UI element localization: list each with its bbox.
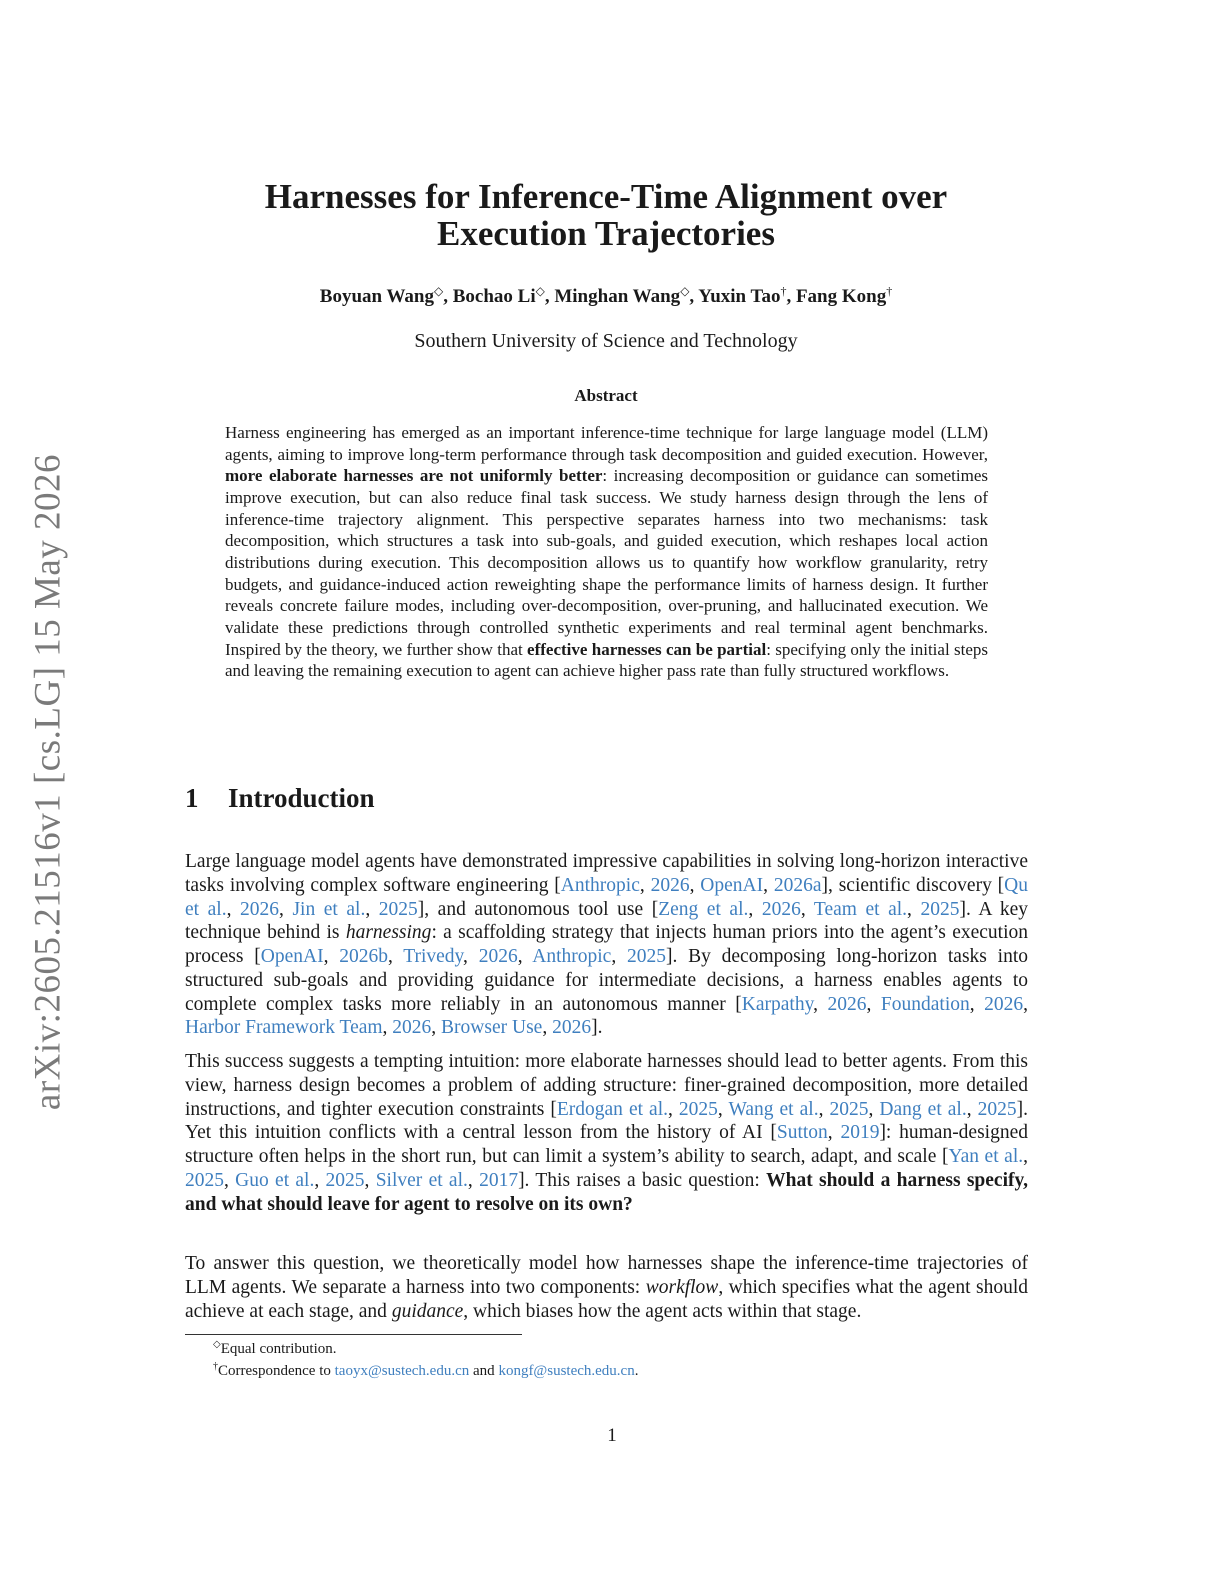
paragraph-text: , [800, 898, 814, 920]
author-list [180, 286, 1032, 308]
citation-link[interactable]: OpenAI [700, 874, 764, 896]
abstract-heading: Abstract [574, 386, 638, 405]
citation-year-link[interactable]: 2025 [626, 946, 666, 967]
email-link[interactable]: taoyx@sustech.edu.cn [334, 1363, 470, 1379]
footnote-mark: † [213, 1361, 218, 1372]
paragraph-text: , [364, 1169, 376, 1191]
paragraph-text: ]. A key technique behind is [185, 898, 1029, 944]
intro-paragraph-2: This success suggests a tempting intuition: more elaborate harnesses should lead to better agents. From this view, harness design becomes a problem of adding structure: finer-grained decomposition, more detailed instructions, and tighter execution constraints [Erdogan et al., 2025, Wang et al., 2025, Dang et al., 2025]. Yet this intuition conflicts with a central lesson from the history of AI [Sutton, 2019]: human-designed structure often helps in the short run, but can limit a system’s ability to search, adapt, and scale [Yan et al., 2025, Guo et al., 2025, Silver et al., 2017]. This raises a basic question: What should a harness specify, and what should leave for agent to resolve on its own? [185, 1051, 1029, 1215]
footnote-text: Equal contribution. [220, 1341, 337, 1357]
author-separator: , [443, 286, 453, 307]
abstract-text: : increasing decomposition or guidance can sometimes improve execution, but can also reduce final task success. We study harness design through the lens of inference-time trajectory alignment. This perspective separates harness into two mechanisms: task decomposition, which structures a task into sub-goals, and guided execution, which reshapes local action distributions during execution. This decomposition allows us to quantify how workflow granularity, retry budgets, and guidance-induced action reweighting shape the performance limits of harness design. It further reveals concrete failure modes, including over-decomposition, over-pruning, and hallucinated execution. We validate these predictions through controlled synthetic experiments and real terminal agent benchmarks. Inspired by the theory, we further show that [225, 466, 988, 659]
section-title: Introduction [228, 783, 375, 813]
title-line-2: Execution Trajectories [437, 214, 775, 253]
intro-paragraph-3 [185, 1252, 1028, 1323]
citation-year-link[interactable]: 2025 [920, 898, 960, 920]
paragraph-text: , [517, 946, 533, 967]
paper-title [180, 178, 1032, 252]
citation-year-link[interactable]: 2017 [479, 1169, 519, 1191]
author-separator: , [689, 286, 699, 307]
emphasis-term: guidance [391, 1300, 464, 1322]
affiliation: Southern University of Science and Technology [414, 330, 798, 352]
section-heading-introduction [185, 783, 375, 814]
citation-year-link[interactable]: 2025 [977, 1098, 1017, 1120]
paragraph-text: ], scientific discovery [ [821, 874, 1005, 896]
paragraph-text: , which biases how the agent acts within that stage. [463, 1300, 862, 1322]
citation-year-link[interactable]: 2025 [325, 1169, 365, 1191]
author-mark: † [886, 284, 893, 298]
citation-link[interactable]: Trivedy [403, 946, 464, 967]
author-mark: ◇ [535, 284, 545, 298]
abstract-body [225, 422, 988, 682]
citation-year-link[interactable]: 2026 [650, 874, 690, 896]
paragraph-text: This success suggests a tempting intuition: more elaborate harnesses should lead to better agents. From this view, harness design becomes a problem of adding structure: finer-grained decomposition, more detailed instructions, and tighter execution constraints [ [185, 1051, 1028, 1120]
paragraph-text: , [431, 1017, 442, 1039]
footnote-equal-contribution [213, 1341, 337, 1358]
citation-year-link[interactable]: 2026a [773, 874, 822, 896]
citation-link[interactable]: Harbor Framework Team [185, 1017, 383, 1039]
citation-link[interactable]: Karpathy [741, 993, 814, 1015]
citation-link[interactable]: Foundation [880, 993, 970, 1015]
citation-link[interactable]: Yan et al. [948, 1146, 1024, 1167]
intro-paragraph-1: Large language model agents have demonstrated impressive capabilities in solving long-horizon interactive tasks involving complex software engineering [Anthropic, 2026, OpenAI, 2026a], scientific discovery [Qu et al., 2026, Jin et al., 2025], and autonomous tool use [Zeng et al., 2026, Team et al., 2025]. A key technique behind is harnessing: a scaffolding strategy that injects human priors into the agent’s execution process [OpenAI, 2026b, Trivedy, 2026, Anthropic, 2025]. By decomposing long-horizon tasks into structured sub-goals and providing guidance for intermediate decisions, a harness enables agents to complete complex tasks more reliably in an autonomous manner [Karpathy, 2026, Foundation, 2026, Harbor Framework Team, 2026, Browser Use, 2026]. [185, 851, 1029, 1039]
emphasis-term: harnessing [345, 922, 432, 944]
author-mark: ◇ [434, 284, 444, 298]
abstract-emphasis: effective harnesses can be partial [527, 639, 767, 659]
citation-link[interactable]: Anthropic [560, 874, 640, 896]
research-question: What should a harness specify, and what should leave for agent to resolve on its own? [185, 1169, 1029, 1215]
citation-year-link[interactable]: 2026 [552, 1017, 592, 1039]
paragraph-text: To answer this question, we theoretically model how harnesses shape the inference-time trajectories of LLM agents. We separate a harness into two components: [185, 1253, 1028, 1298]
citation-year-link[interactable]: 2026 [478, 946, 518, 967]
abstract-text: : specifying only the initial steps and leaving the remaining execution to agent can achieve higher pass rate than fully structured workflows. [225, 639, 988, 681]
paragraph-text: , [868, 1098, 880, 1120]
paragraph-text: ]. [591, 1017, 603, 1039]
author-mark: † [780, 284, 787, 298]
citation-link[interactable]: Erdogan et al. [556, 1098, 669, 1120]
paragraph-text: Large language model agents have demonstrated impressive capabilities in solving long-horizon interactive tasks involving complex software engineering [ [185, 851, 1028, 896]
citation-link[interactable]: Dang et al. [879, 1098, 967, 1120]
paragraph-text: ]. By decomposing long-horizon tasks into structured sub-goals and providing guidance for intermediate decisions, a harness enables agents to complete complex tasks more reliably in an autonomous manner [ [185, 946, 1028, 1015]
author-name: Yuxin Tao [698, 286, 781, 307]
section-number: 1 [185, 783, 199, 813]
citation-link[interactable]: Guo et al. [235, 1169, 315, 1191]
footnote-text: and [469, 1363, 499, 1379]
paragraph-text: : a scaffolding strategy that injects human priors into the agent’s execution process [ [185, 922, 1028, 967]
citation-link[interactable]: Browser Use [441, 1017, 543, 1039]
citation-link[interactable]: Silver et al. [375, 1169, 468, 1191]
paragraph-text: ]. This raises a basic question: [518, 1169, 767, 1191]
footnote-correspondence [213, 1363, 638, 1380]
paragraph-text: , [866, 993, 881, 1015]
paragraph-text: , [1023, 993, 1029, 1015]
author-separator: , [544, 286, 555, 307]
abstract-emphasis: more elaborate harnesses are not uniformly better [225, 466, 603, 486]
title-line-1: Harnesses for Inference-Time Alignment over [264, 177, 948, 216]
paragraph-text: , [717, 1098, 729, 1120]
author-name: Fang Kong [795, 286, 887, 307]
citation-link[interactable]: Anthropic [532, 946, 612, 967]
citation-link[interactable]: Team et al. [813, 898, 908, 920]
paragraph-text: ], and autonomous tool use [ [417, 898, 659, 920]
email-link[interactable]: kongf@sustech.edu.cn [498, 1363, 635, 1379]
page-number: 1 [607, 1425, 617, 1446]
abstract-text: Harness engineering has emerged as an important inference-time technique for large language model (LLM) agents, aiming to improve long-term performance through task decomposition and guided execution. However, [225, 423, 988, 464]
paragraph-text: , [279, 898, 293, 920]
citation-year-link[interactable]: 2026b [339, 946, 388, 967]
citation-year-link[interactable]: 2025 [829, 1098, 869, 1120]
citation-link[interactable]: OpenAI [260, 946, 324, 967]
citation-year-link[interactable]: 2026 [827, 993, 867, 1015]
citation-year-link[interactable]: 2025 [378, 898, 418, 920]
footnote-divider [185, 1334, 522, 1335]
author-name: Minghan Wang [554, 286, 681, 307]
author-name: Boyuan Wang [319, 286, 434, 307]
citation-link[interactable]: Zeng et al. [658, 898, 749, 920]
footnote-mark: ◇ [213, 1339, 221, 1350]
citation-link[interactable]: Jin et al. [292, 898, 366, 920]
paragraph-text: , [689, 874, 701, 896]
citation-year-link[interactable]: 2026 [240, 898, 280, 920]
citation-link[interactable]: Wang et al. [728, 1098, 819, 1120]
citation-year-link[interactable]: 2025 [678, 1098, 718, 1120]
emphasis-term: workflow [645, 1276, 719, 1298]
paragraph-text: , which specifies what the agent should achieve at each stage, and [185, 1276, 1029, 1322]
author-mark: ◇ [680, 284, 690, 298]
paragraph-text: ]. Yet this intuition conflicts with a central lesson from the history of AI [ [185, 1098, 1028, 1144]
paragraph-text: , [387, 946, 404, 967]
paragraph-text: ]: human-designed structure often helps in the short run, but can limit a system’s ability to search, adapt, and scale [ [185, 1122, 1028, 1167]
footnote-text: . [634, 1363, 639, 1379]
citation-link[interactable]: Sutton [776, 1122, 828, 1144]
paragraph-text: , [224, 1169, 236, 1191]
citation-link[interactable]: Qu et al. [185, 874, 1029, 920]
citation-year-link[interactable]: 2025 [185, 1169, 224, 1191]
author-name: Bochao Li [452, 286, 536, 307]
citation-year-link[interactable]: 2026 [984, 993, 1024, 1015]
citation-year-link[interactable]: 2026 [761, 898, 801, 920]
arxiv-identifier-stamp: arXiv:2605.21516v1 [cs.LG] 15 May 2026 [27, 453, 69, 1111]
citation-year-link[interactable]: 2026 [392, 1017, 432, 1039]
author-separator: , [786, 286, 796, 307]
citation-year-link[interactable]: 2019 [840, 1122, 880, 1144]
footnote-text: Correspondence to [218, 1363, 335, 1379]
